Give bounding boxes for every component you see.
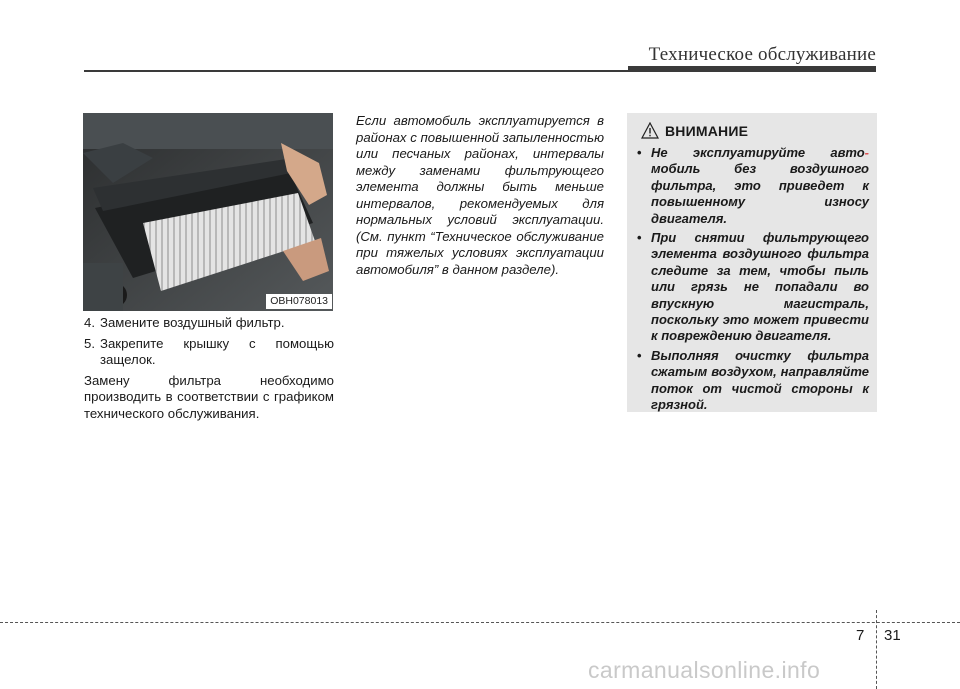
step-4 [84,315,334,332]
figure-code: OBH078013 [266,294,332,309]
warning-item-3: • Выполняя очистку фильтра сжатым воздухом, направляйте поток от чистой стороны к грязной. [637,348,869,414]
dusty-conditions-note: Если автомобиль эксплуатируется в районах с повышенной запыленностью или песчаных районах, интервалы между заменами фильтрующего элемента должны быть меньше интервалов, рекомендуемых для нормальных условий эксплуатации. (См. пункт “Техническое обслуживание при тяжелых условиях эксплуатации автомобиля” в данном разделе). [356,113,604,277]
instructions-column [84,315,334,423]
step-4-number: 4. [84,315,95,330]
warning-item-2: • При снятии фильтрующего элемента воздушного фильтра следите за тем, чтобы пыль или грязь не попадали во впускную магистраль, поскольку это может привести к повреждению двигателя. [637,230,869,345]
air-filter-illustration [83,113,333,311]
warning-triangle-icon [641,122,659,139]
footer-divider [876,610,877,689]
step-5-text-line2: защелок. [100,352,156,368]
warning-item-1-part1: Не эксплуатируйте авто [651,145,865,160]
page-header-title: Техническое обслуживание [648,44,876,65]
page-number: 31 [884,627,901,644]
warning-box [627,113,877,412]
header-rule-thin [84,70,630,72]
warning-header [641,122,748,139]
warning-item-1 [637,145,869,227]
chapter-number: 7 [856,627,865,644]
step-5-number: 5. [84,335,95,351]
step-5 [84,336,334,353]
warning-item-1-part2: мобиль без воздушного фильтра, это приведет к повышенному износу двигателя. [651,161,869,226]
watermark: carmanualsonline.info [588,657,821,683]
step-4-text: Замените воздушный фильтр. [100,315,285,330]
step-5-text-line1: Закрепите крышку с помощью [100,335,334,351]
header-rule-thick [628,66,876,72]
warning-title: ВНИМАНИЕ [665,122,749,139]
warning-list [637,145,869,417]
warning-item-1-hyphen: - [864,145,869,160]
footer-rule [0,622,960,623]
air-filter-photo [83,113,333,311]
replacement-schedule-paragraph: Замену фильтра необходимо производить в соответствии с графиком технического обслуживания. [84,372,334,421]
